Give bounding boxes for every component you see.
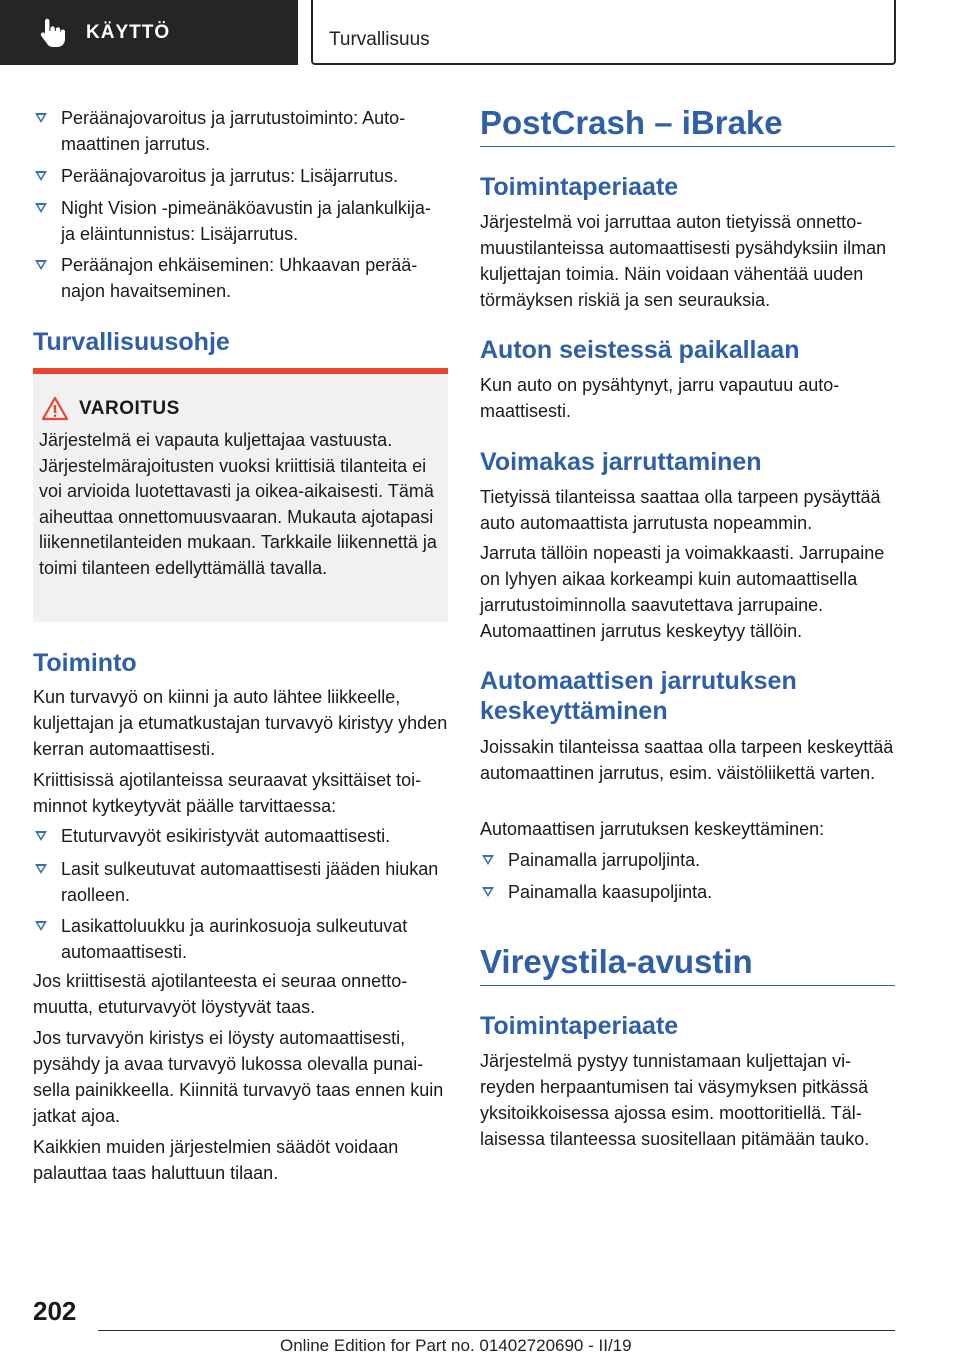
- paragraph: Kun auto on pysähtynyt, jarru vapautuu automaattisesti.: [480, 375, 840, 421]
- list-item: Peräänajon ehkäiseminen: Uhkaavan peräänajon havaitseminen.: [33, 252, 448, 304]
- triangle-bullet-icon: [482, 887, 494, 897]
- edition-text: Online Edition for Part no. 01402720690 - II/19: [280, 1336, 632, 1355]
- footer-rule: [98, 1330, 895, 1331]
- list-item: Lasit sulkeutuvat automaattisesti jääden hiukan raolleen.: [33, 856, 448, 908]
- heading-principle: Toimintaperiaate: [480, 173, 679, 201]
- triangle-bullet-icon: [35, 113, 47, 123]
- section-title-vigilance: Vireystila-avustin: [480, 943, 753, 980]
- list-item: Peräänajovaroitus ja jarrutustoiminto: Automaattinen jarrutus.: [33, 105, 448, 157]
- triangle-bullet-icon: [35, 203, 47, 213]
- triangle-bullet-icon: [35, 921, 47, 931]
- paragraph: Järjestelmä pystyy tunnistamaan kuljettajan vireyden herpaantumisen tai väsymyksen pitkässä yksitoikkoisessa ajossa esim. moottoritiellä. Tällaisessa tilanteessa suositellaan pitämään tauko.: [480, 1051, 870, 1149]
- heading-rule: [480, 985, 895, 986]
- paragraph: Automaattisen jarrutuksen keskeyttäminen:: [480, 819, 825, 839]
- warning-triangle-icon: [41, 396, 69, 426]
- paragraph: Tietyissä tilanteissa saattaa olla tarpeen pysäyttää auto automaattista jarrutusta nopeammin.: [480, 487, 881, 533]
- heading-principle-2: Toimintaperiaate: [480, 1012, 679, 1040]
- paragraph: Kun turvavyö on kiinni ja auto lähtee liikkeelle, kuljettajan ja etumatkustajan turvavyö kiristyy yhden kerran automaattisesti.: [33, 687, 448, 759]
- list-item: Painamalla jarrupoljinta.: [480, 847, 895, 873]
- triangle-bullet-icon: [35, 864, 47, 874]
- warning-text: Järjestelmä ei vapauta kuljettajaa vastuusta. Järjestelmärajoitusten vuoksi kriittisiä tilanteita ei voi arvioida luotettavasti ja oikea-aikaisesti. Tämä aiheuttaa onnettomuusvaaran. Mukauta ajotapasi liikennetilanteiden mukaan. Tarkkaile liikennettä ja toimi tilanteen edellyttämällä tavalla.: [39, 430, 437, 578]
- paragraph: Jos turvavyön kiristys ei löysty automaattisesti, pysähdy ja avaa turvavyö lukossa olevalla punaisella painikkeella. Kiinnitä turvavyö taas ennen kuin jatkat ajoa.: [33, 1028, 444, 1126]
- hand-pointer-icon: [38, 18, 68, 48]
- list-item: Lasikattoluukku ja aurinkosuoja sulkeutuvat automaattisesti.: [33, 913, 448, 965]
- page-number: 202: [33, 1296, 77, 1326]
- safety-heading: Turvallisuusohje: [33, 328, 230, 356]
- header-chapter-box: [311, 0, 896, 65]
- list-item: Peräänajovaroitus ja jarrutus: Lisäjarrutus.: [33, 163, 448, 189]
- triangle-bullet-icon: [35, 831, 47, 841]
- paragraph: Järjestelmä voi jarruttaa auton tietyissä onnettomuustilanteissa automaattisesti pysähdyksiin ilman kuljettajan toimia. Näin voidaan vähentää uuden törmäyksen riskiä ja sen seurauksia.: [480, 212, 887, 310]
- heading-strong-braking: Voimakas jarruttaminen: [480, 448, 762, 476]
- list-item: Etuturvavyöt esikiristyvät automaattisesti.: [33, 823, 448, 849]
- paragraph: Kriittisissä ajotilanteissa seuraavat yksittäiset toiminnot kytkeytyvät päälle tarvittaessa:: [33, 770, 422, 816]
- chapter-title: Turvallisuus: [329, 29, 430, 50]
- heading-rule: [480, 146, 895, 147]
- function-heading: Toiminto: [33, 649, 137, 677]
- paragraph: Jos kriittisestä ajotilanteesta ei seuraa onnettomuutta, etuturvavyöt löystyvät taas.: [33, 971, 408, 1017]
- triangle-bullet-icon: [35, 260, 47, 270]
- paragraph: Joissakin tilanteissa saattaa olla tarpeen keskeyttää automaattinen jarrutus, esim. väistöliikettä varten.: [480, 737, 894, 783]
- heading-standstill: Auton seistessä paikallaan: [480, 336, 800, 364]
- triangle-bullet-icon: [35, 171, 47, 181]
- paragraph: Jarruta tällöin nopeasti ja voimakkaasti. Jarrupaine on lyhyen aikaa korkeampi kuin automaattisella jarrutustoiminnolla saavutettava jarrupaine. Automaattinen jarrutus keskeytyy tällöin.: [480, 543, 885, 641]
- triangle-bullet-icon: [482, 855, 494, 865]
- section-title: KÄYTTÖ: [86, 21, 171, 43]
- warning-title: VAROITUS: [79, 398, 180, 419]
- list-item: Painamalla kaasupoljinta.: [480, 879, 895, 905]
- header-section-tab: [0, 0, 298, 65]
- warning-box: [33, 368, 448, 622]
- paragraph: Kaikkien muiden järjestelmien säädöt voidaan palauttaa taas haluttuun tilaan.: [33, 1137, 399, 1183]
- section-title-postcrash: PostCrash – iBrake: [480, 104, 783, 141]
- heading-interrupt: Automaattisen jarrutuksen keskeyttäminen: [480, 667, 797, 725]
- list-item: Night Vision -pimeänäköavustin ja jalankulkija- ja eläintunnistus: Lisäjarrutus.: [33, 195, 448, 247]
